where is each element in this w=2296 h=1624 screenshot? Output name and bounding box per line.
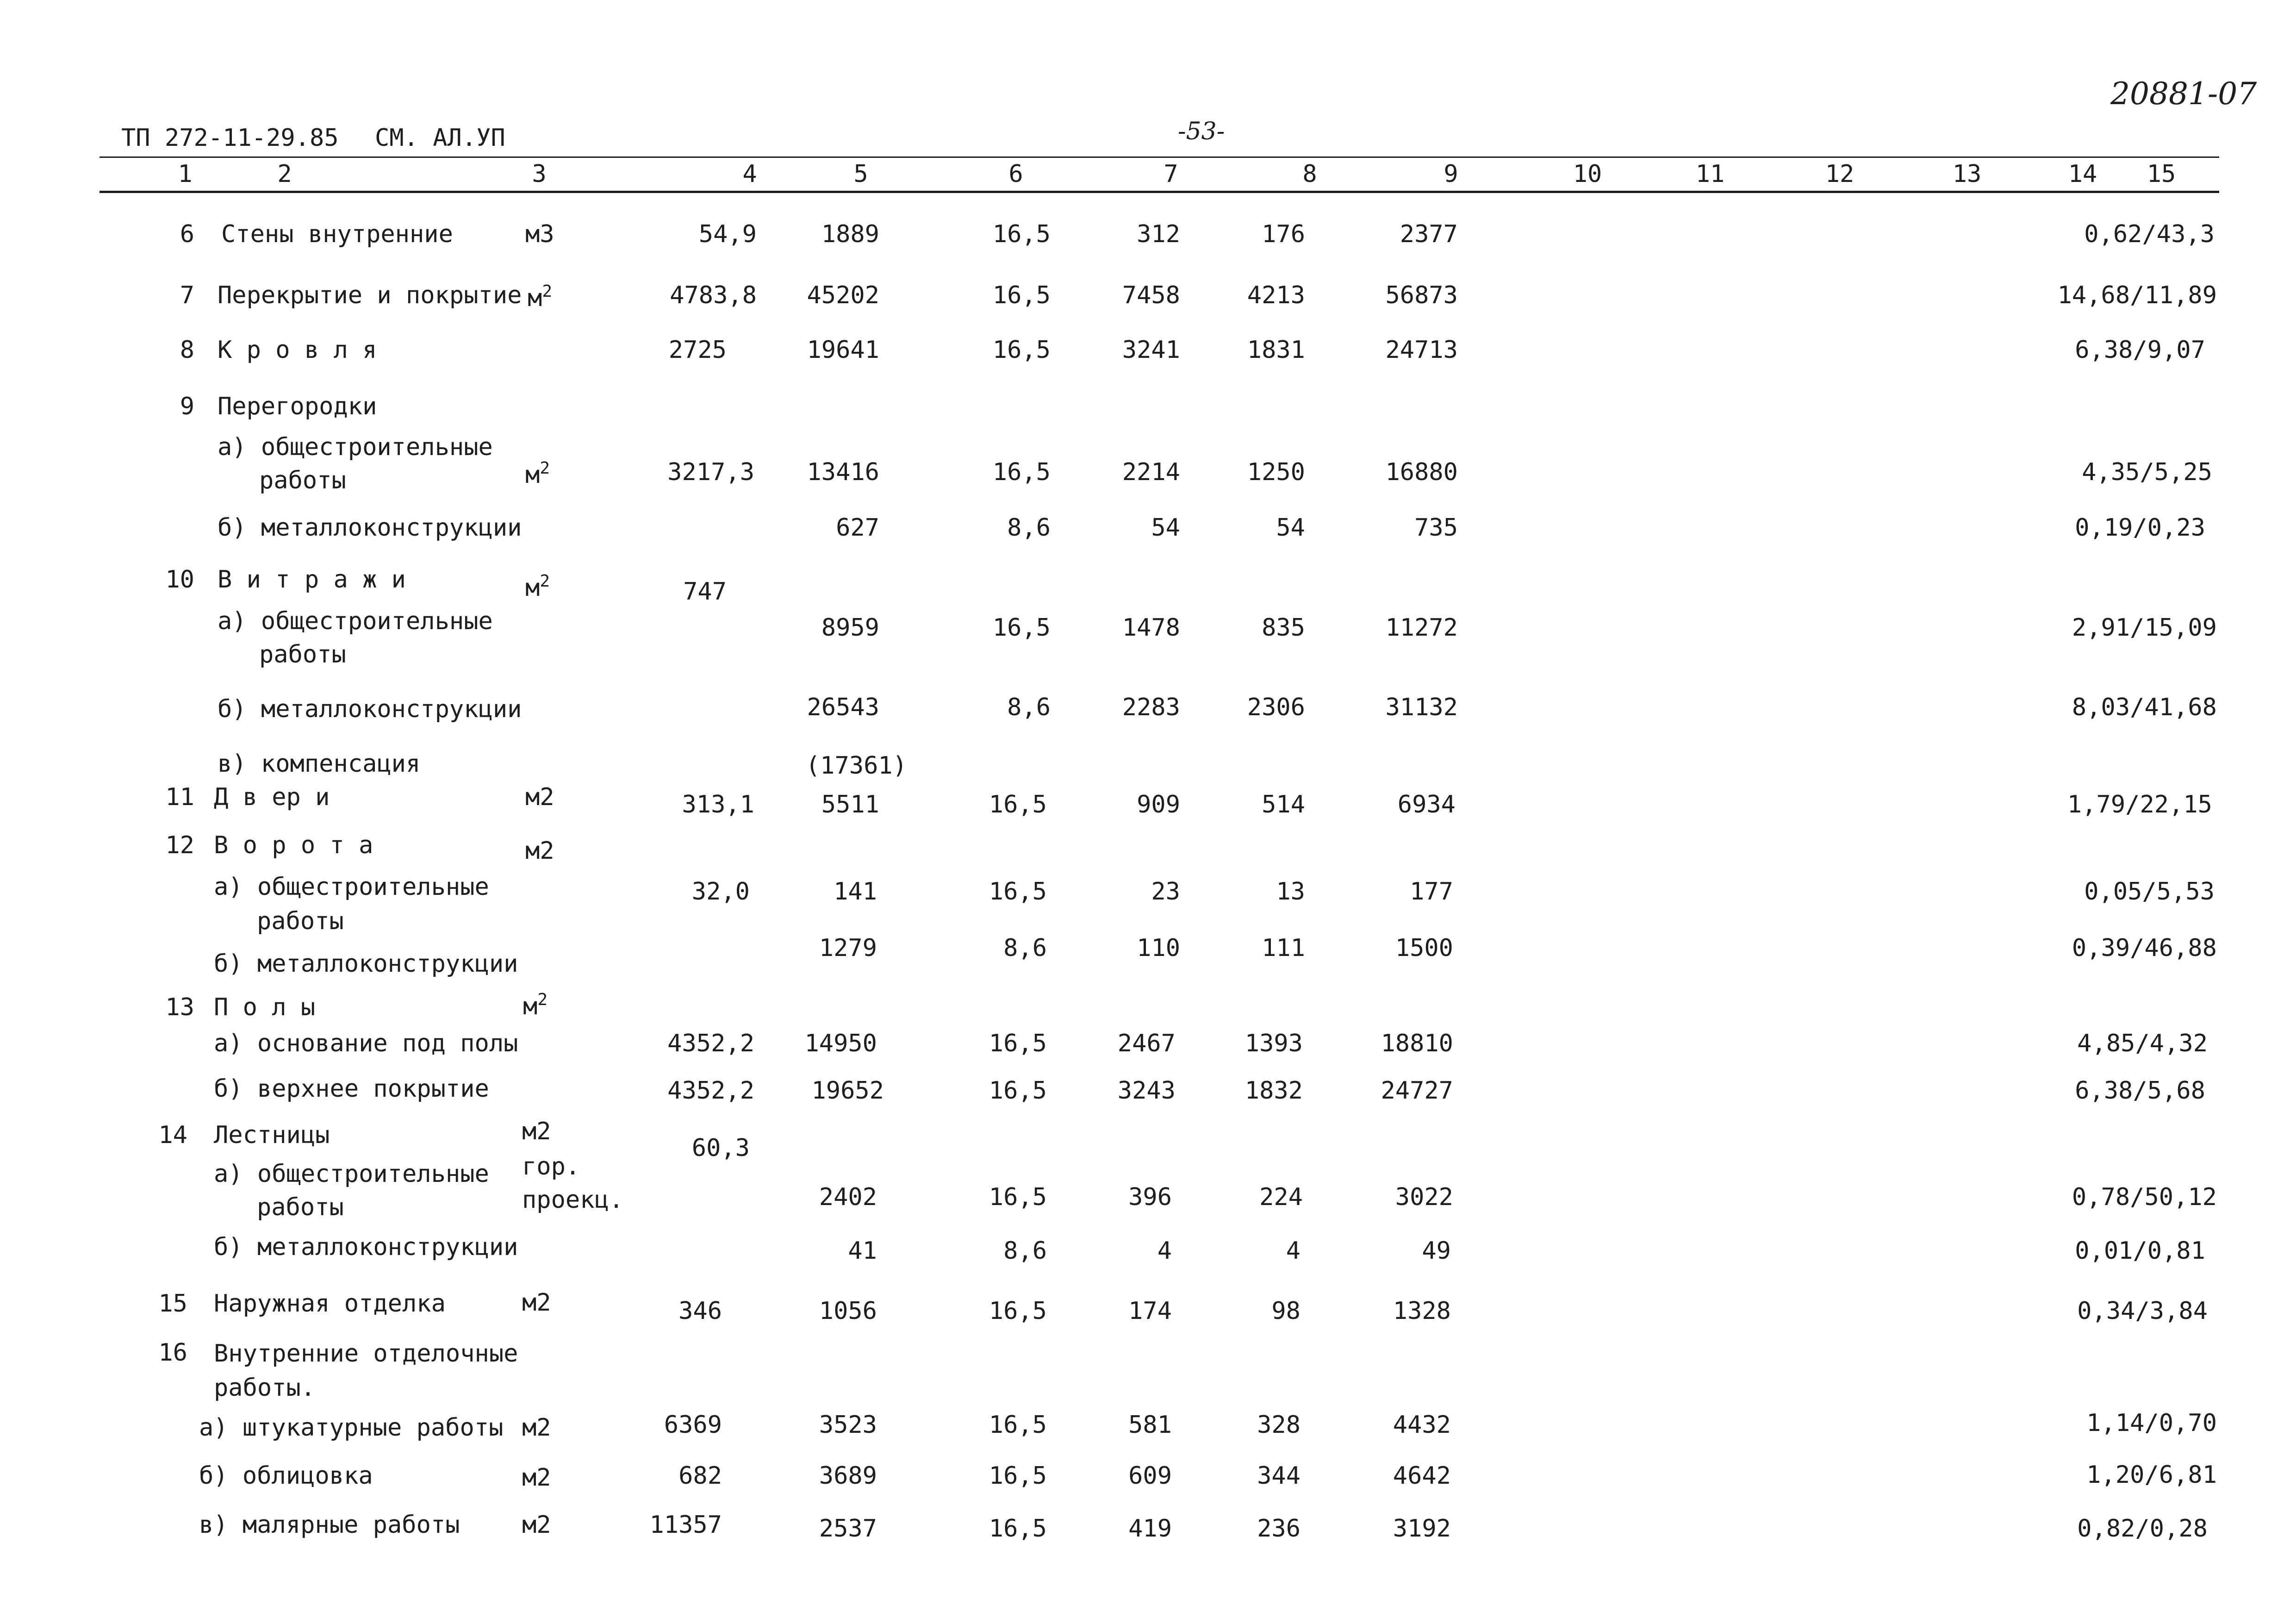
cell-col5: 45202 <box>807 281 879 309</box>
cell-col5: 41 <box>848 1237 877 1265</box>
cell-col5: 2537 <box>819 1515 877 1543</box>
cell-col15: 14,68/11,89 <box>2057 281 2217 309</box>
cell-col4: 54,9 <box>698 220 757 248</box>
item-name: б) металлоконструкции <box>214 950 518 978</box>
cell-col8: 514 <box>1262 791 1305 818</box>
row-number: 14 <box>158 1121 187 1149</box>
header-bottom-rule <box>100 191 2219 193</box>
cell-col6: 16,5 <box>989 1462 1047 1490</box>
cell-col4: 682 <box>678 1462 722 1490</box>
row-number: 11 <box>165 783 194 811</box>
unit: м2 <box>525 783 554 811</box>
cell-col8: 98 <box>1271 1297 1300 1325</box>
item-name: Д в ер и <box>214 783 330 811</box>
cell-col5: 14950 <box>804 1030 877 1057</box>
unit <box>528 283 552 310</box>
cell-col9: 24727 <box>1381 1077 1453 1105</box>
cell-col8: 54 <box>1276 514 1305 542</box>
item-name: В и т р а ж и <box>218 566 406 593</box>
cell-col4: 6369 <box>664 1411 722 1439</box>
cell-col9: 2377 <box>1400 220 1458 248</box>
col-header-11: 11 <box>1695 160 1725 188</box>
row-number: 16 <box>158 1339 187 1367</box>
item-name: б) облицовка <box>199 1462 373 1490</box>
cell-col8: 224 <box>1259 1183 1303 1211</box>
item-name: в) компенсация <box>218 750 421 778</box>
cell-col8: 111 <box>1262 934 1305 962</box>
document-code: ТП 272-11-29.85 <box>121 124 339 152</box>
cell-col9: 3192 <box>1393 1515 1451 1543</box>
cell-col5: 141 <box>834 878 877 906</box>
item-name: а) основание под полы <box>214 1030 518 1057</box>
cell-col6: 16,5 <box>992 458 1051 486</box>
col-header-15: 15 <box>2147 160 2176 188</box>
col-header-1: 1 <box>178 160 193 188</box>
unit-base: м <box>528 284 542 312</box>
cell-col15: 1,79/22,15 <box>2067 791 2212 818</box>
cell-col4: 2725 <box>668 336 727 364</box>
item-name-cont: работы <box>257 1193 344 1221</box>
cell-col7: 312 <box>1137 220 1180 248</box>
cell-col6: 8,6 <box>1007 514 1051 542</box>
cell-col15: 0,01/0,81 <box>2075 1237 2205 1265</box>
cell-col7: 174 <box>1128 1297 1172 1325</box>
item-name: П о л ы <box>214 993 316 1021</box>
cell-col15: 0,62/43,3 <box>2084 220 2215 248</box>
cell-col9: 4432 <box>1393 1411 1451 1439</box>
item-name: б) металлоконструкции <box>218 514 522 542</box>
archive-stamp: 20881-07 <box>2110 76 2257 112</box>
cell-col15: 4,35/5,25 <box>2082 458 2212 486</box>
cell-col7: 3241 <box>1122 336 1180 364</box>
cell-col9: 6934 <box>1397 791 1456 818</box>
unit <box>523 992 548 1018</box>
cell-col15: 0,19/0,23 <box>2075 514 2205 542</box>
col-header-6: 6 <box>1008 160 1023 188</box>
cell-col7: 581 <box>1128 1411 1172 1439</box>
cell-col8: 4 <box>1286 1237 1300 1265</box>
cell-col7: 2283 <box>1122 693 1180 721</box>
item-name: В о р о т а <box>214 831 373 859</box>
unit: м2 <box>522 1414 551 1442</box>
col-header-9: 9 <box>1444 160 1458 188</box>
cell-col9: 16880 <box>1385 458 1458 486</box>
row-number: 15 <box>158 1290 187 1318</box>
cell-col9: 56873 <box>1385 281 1458 309</box>
col-header-4: 4 <box>742 160 757 188</box>
item-name-cont: работы <box>259 641 346 668</box>
item-name: Наружная отделка <box>214 1290 446 1318</box>
cell-col8: 328 <box>1257 1411 1300 1439</box>
cell-col6: 8,6 <box>1003 1237 1047 1265</box>
cell-col6: 16,5 <box>989 1515 1047 1543</box>
cell-col5: 5511 <box>821 791 879 818</box>
unit: гор. <box>522 1153 580 1181</box>
cell-col7: 1478 <box>1122 614 1180 642</box>
unit <box>525 460 550 487</box>
unit-base: м <box>523 993 538 1020</box>
cell-col15: 1,14/0,70 <box>2086 1409 2217 1437</box>
cell-col15: 0,05/5,53 <box>2084 878 2215 906</box>
cell-col6: 16,5 <box>992 614 1051 642</box>
cell-col7: 2467 <box>1117 1030 1176 1057</box>
item-name: Перекрытие и покрытие <box>218 281 522 309</box>
cell-col8: 176 <box>1262 220 1305 248</box>
unit-exponent: 2 <box>540 572 550 591</box>
cell-col6: 16,5 <box>992 336 1051 364</box>
item-name: а) общестроительные <box>218 433 493 461</box>
unit: м3 <box>525 220 554 248</box>
cell-col15: 8,03/41,68 <box>2072 693 2217 721</box>
cell-col8: 1831 <box>1247 336 1305 364</box>
unit-base: м <box>525 574 540 602</box>
cell-col9: 1328 <box>1393 1297 1451 1325</box>
cell-col7: 3243 <box>1117 1077 1176 1105</box>
cell-col6: 8,6 <box>1007 693 1051 721</box>
cell-col9: 24713 <box>1385 336 1458 364</box>
item-name: б) верхнее покрытие <box>214 1075 489 1103</box>
col-header-12: 12 <box>1825 160 1854 188</box>
sheet-section: СМ. АЛ.УП <box>375 124 505 152</box>
cell-col8: 13 <box>1276 878 1305 906</box>
cell-col4: 11357 <box>649 1511 722 1539</box>
item-name: Лестницы <box>214 1121 330 1149</box>
unit: м2 <box>525 837 554 865</box>
row-number: 6 <box>180 220 194 248</box>
item-name: а) штукатурные работы <box>199 1414 504 1442</box>
cell-col5: 19652 <box>811 1077 884 1105</box>
cell-col6: 16,5 <box>989 1411 1047 1439</box>
cell-col5: 19641 <box>807 336 879 364</box>
col-header-10: 10 <box>1573 160 1602 188</box>
row-number: 9 <box>180 393 194 420</box>
cell-col9: 3022 <box>1395 1183 1453 1211</box>
row-number: 8 <box>180 336 194 364</box>
item-name: б) металлоконструкции <box>218 695 522 723</box>
cell-col8: 2306 <box>1247 693 1305 721</box>
unit: м2 <box>522 1464 551 1492</box>
header-top-rule <box>100 156 2219 158</box>
page-number: -53- <box>1178 118 1225 145</box>
item-name: Перегородки <box>218 393 377 420</box>
unit-cont: проекц. <box>522 1186 624 1214</box>
cell-col15: 4,85/4,32 <box>2077 1030 2208 1057</box>
cell-col7: 54 <box>1151 514 1180 542</box>
cell-col8: 1250 <box>1247 458 1305 486</box>
cell-col7: 609 <box>1128 1462 1172 1490</box>
cell-col4: 4783,8 <box>670 281 757 309</box>
item-name: К р о в л я <box>218 336 377 364</box>
cell-col9: 11272 <box>1385 614 1458 642</box>
cell-col15: 1,20/6,81 <box>2086 1461 2217 1489</box>
cell-col6: 16,5 <box>992 281 1051 309</box>
item-name-cont: работы <box>257 907 344 935</box>
cell-col9: 735 <box>1414 514 1458 542</box>
cell-col7: 419 <box>1128 1515 1172 1543</box>
col-header-8: 8 <box>1302 160 1317 188</box>
cell-col7: 110 <box>1137 934 1180 962</box>
cell-col8: 344 <box>1257 1462 1300 1490</box>
cell-col15: 0,78/50,12 <box>2072 1183 2217 1211</box>
item-name: а) общестроительные <box>214 873 489 901</box>
cell-col6: 16,5 <box>989 1030 1047 1057</box>
cell-col5: 3689 <box>819 1462 877 1490</box>
cell-col6: 16,5 <box>989 1297 1047 1325</box>
cell-col8: 835 <box>1262 614 1305 642</box>
cell-col4: 4352,2 <box>667 1030 754 1057</box>
cell-col5: 26543 <box>807 693 879 721</box>
unit-base: м <box>525 461 540 489</box>
item-name: а) общестроительные <box>218 607 493 635</box>
cell-col9: 1500 <box>1395 934 1453 962</box>
cell-col15: 6,38/9,07 <box>2075 336 2205 364</box>
unit-exponent: 2 <box>540 459 550 478</box>
cell-col5: 3523 <box>819 1411 877 1439</box>
col-header-14: 14 <box>2068 160 2097 188</box>
cell-col5: (17361) <box>805 752 907 780</box>
cell-col6: 8,6 <box>1003 934 1047 962</box>
cell-col15: 0,39/46,88 <box>2072 934 2217 962</box>
cell-col7: 396 <box>1128 1183 1172 1211</box>
cell-col4: 747 <box>683 578 727 606</box>
item-name-cont: работы <box>259 467 346 494</box>
item-name: Стены внутренние <box>221 220 453 248</box>
col-header-3: 3 <box>532 160 547 188</box>
cell-col6: 16,5 <box>989 878 1047 906</box>
cell-col15: 0,34/3,84 <box>2077 1297 2208 1325</box>
cell-col6: 16,5 <box>989 791 1047 818</box>
cell-col9: 31132 <box>1385 693 1458 721</box>
cell-col8: 1832 <box>1244 1077 1303 1105</box>
cell-col4: 3217,3 <box>667 458 754 486</box>
cell-col7: 7458 <box>1122 281 1180 309</box>
cell-col4: 4352,2 <box>667 1077 754 1105</box>
row-number: 10 <box>165 566 194 593</box>
cell-col4: 32,0 <box>691 878 750 906</box>
col-header-2: 2 <box>277 160 292 188</box>
cell-col6: 16,5 <box>992 220 1051 248</box>
unit: м2 <box>522 1118 551 1145</box>
item-name: а) общестроительные <box>214 1160 489 1188</box>
cell-col8: 4213 <box>1247 281 1305 309</box>
unit-exponent: 2 <box>542 282 552 301</box>
cell-col15: 2,91/15,09 <box>2072 614 2217 642</box>
row-number: 13 <box>165 993 194 1021</box>
cell-col4: 346 <box>678 1297 722 1325</box>
cell-col5: 1889 <box>821 220 879 248</box>
cell-col5: 1056 <box>819 1297 877 1325</box>
cell-col5: 8959 <box>821 614 879 642</box>
cell-col6: 16,5 <box>989 1183 1047 1211</box>
cell-col4: 60,3 <box>691 1134 750 1162</box>
col-header-7: 7 <box>1164 160 1178 188</box>
col-header-5: 5 <box>853 160 868 188</box>
unit <box>525 573 550 600</box>
row-number: 7 <box>180 281 194 309</box>
item-name: в) малярные работы <box>199 1511 460 1539</box>
cell-col8: 236 <box>1257 1515 1300 1543</box>
cell-col7: 4 <box>1157 1237 1172 1265</box>
cell-col6: 16,5 <box>989 1077 1047 1105</box>
unit-exponent: 2 <box>537 990 548 1009</box>
unit: м2 <box>522 1511 551 1539</box>
col-header-13: 13 <box>1952 160 1982 188</box>
cell-col7: 23 <box>1151 878 1180 906</box>
cell-col5: 13416 <box>807 458 879 486</box>
cell-col9: 49 <box>1422 1237 1451 1265</box>
cell-col5: 1279 <box>819 934 877 962</box>
cell-col8: 1393 <box>1244 1030 1303 1057</box>
row-number: 12 <box>165 831 194 859</box>
cell-col9: 18810 <box>1381 1030 1453 1057</box>
item-name: б) металлоконструкции <box>214 1233 518 1261</box>
cell-col4: 313,1 <box>682 791 754 818</box>
cell-col15: 6,38/5,68 <box>2075 1077 2205 1105</box>
item-name-cont: работы. <box>214 1374 316 1402</box>
cell-col15: 0,82/0,28 <box>2077 1515 2208 1543</box>
cell-col9: 177 <box>1410 878 1453 906</box>
item-name: Внутренние отделочные <box>214 1340 518 1368</box>
cell-col7: 2214 <box>1122 458 1180 486</box>
cell-col7: 909 <box>1137 791 1180 818</box>
cell-col5: 2402 <box>819 1183 877 1211</box>
cell-col5: 627 <box>836 514 879 542</box>
unit: м2 <box>522 1289 551 1317</box>
cell-col9: 4642 <box>1393 1462 1451 1490</box>
